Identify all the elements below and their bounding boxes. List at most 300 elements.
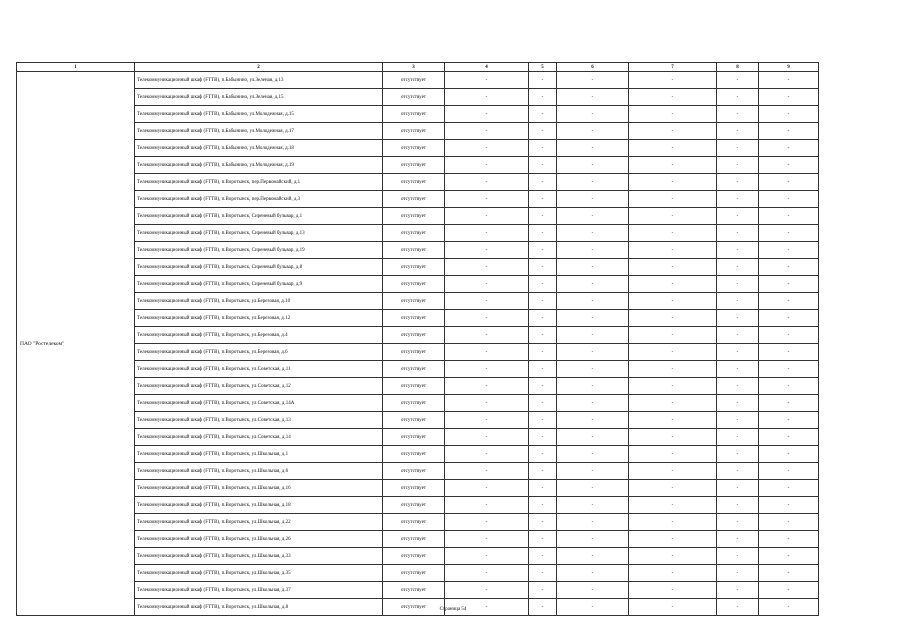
value-cell-col-8: - — [717, 378, 759, 395]
column-header-2: 2 — [135, 63, 383, 72]
value-cell-col-7: - — [629, 344, 717, 361]
value-cell-col-8: - — [717, 395, 759, 412]
value-cell-col-7: - — [629, 514, 717, 531]
status-cell: отсутствует — [383, 327, 445, 344]
table-row — [17, 293, 819, 310]
value-cell-col-9: - — [759, 582, 819, 599]
value-cell-col-6: - — [557, 191, 629, 208]
value-cell-col-6: - — [557, 429, 629, 446]
value-cell-col-9: - — [759, 174, 819, 191]
value-cell-col-4: - — [445, 565, 529, 582]
table-row — [17, 208, 819, 225]
object-name-cell: Телекоммуникационный шкаф (FTTB), п.Воротынск, ул.Советская, д.14 — [135, 429, 383, 446]
value-cell-col-7: - — [629, 310, 717, 327]
value-cell-col-4: - — [445, 157, 529, 174]
status-cell: отсутствует — [383, 157, 445, 174]
value-cell-col-8: - — [717, 514, 759, 531]
value-cell-col-6: - — [557, 123, 629, 140]
value-cell-col-4: - — [445, 174, 529, 191]
value-cell-col-7: - — [629, 276, 717, 293]
status-cell: отсутствует — [383, 174, 445, 191]
table-row — [17, 463, 819, 480]
value-cell-col-5: - — [529, 429, 557, 446]
object-name-cell: Телекоммуникационный шкаф (FTTB), п.Бабынино, ул.Зеленая, д.15 — [135, 89, 383, 106]
object-name-cell: Телекоммуникационный шкаф (FTTB), п.Воротынск, ул.Школьная, д.37 — [135, 582, 383, 599]
value-cell-col-4: - — [445, 361, 529, 378]
value-cell-col-9: - — [759, 157, 819, 174]
status-cell: отсутствует — [383, 259, 445, 276]
value-cell-col-9: - — [759, 327, 819, 344]
value-cell-col-4: - — [445, 395, 529, 412]
object-name-cell: Телекоммуникационный шкаф (FTTB), п.Бабынино, ул.Молодежная, д.17 — [135, 123, 383, 140]
value-cell-col-4: - — [445, 412, 529, 429]
value-cell-col-7: - — [629, 599, 717, 616]
value-cell-col-8: - — [717, 293, 759, 310]
table-row — [17, 259, 819, 276]
value-cell-col-4: - — [445, 276, 529, 293]
value-cell-col-4: - — [445, 293, 529, 310]
value-cell-col-5: - — [529, 242, 557, 259]
object-name-cell: Телекоммуникационный шкаф (FTTB), п.Бабынино, ул.Зеленая, д.13 — [135, 72, 383, 89]
value-cell-col-6: - — [557, 361, 629, 378]
value-cell-col-5: - — [529, 259, 557, 276]
value-cell-col-4: - — [445, 140, 529, 157]
value-cell-col-4: - — [445, 242, 529, 259]
value-cell-col-5: - — [529, 225, 557, 242]
table-row — [17, 412, 819, 429]
status-cell: отсутствует — [383, 140, 445, 157]
object-name-cell: Телекоммуникационный шкаф (FTTB), п.Воротынск, ул.Школьная, д.6 — [135, 463, 383, 480]
object-name-cell: Телекоммуникационный шкаф (FTTB), п.Воротынск, ул.Школьная, д.22 — [135, 514, 383, 531]
value-cell-col-4: - — [445, 582, 529, 599]
table-row — [17, 344, 819, 361]
object-name-cell: Телекоммуникационный шкаф (FTTB), п.Воротынск, Сиреневый бульвар, д.8 — [135, 259, 383, 276]
table-row — [17, 310, 819, 327]
value-cell-col-5: - — [529, 514, 557, 531]
value-cell-col-7: - — [629, 565, 717, 582]
status-cell: отсутствует — [383, 565, 445, 582]
value-cell-col-9: - — [759, 225, 819, 242]
value-cell-col-9: - — [759, 531, 819, 548]
value-cell-col-4: - — [445, 514, 529, 531]
value-cell-col-6: - — [557, 497, 629, 514]
value-cell-col-8: - — [717, 412, 759, 429]
value-cell-col-4: - — [445, 89, 529, 106]
value-cell-col-5: - — [529, 89, 557, 106]
value-cell-col-4: - — [445, 599, 529, 616]
status-cell: отсутствует — [383, 599, 445, 616]
value-cell-col-5: - — [529, 327, 557, 344]
value-cell-col-7: - — [629, 531, 717, 548]
value-cell-col-8: - — [717, 310, 759, 327]
value-cell-col-4: - — [445, 531, 529, 548]
value-cell-col-8: - — [717, 480, 759, 497]
value-cell-col-9: - — [759, 106, 819, 123]
object-name-cell: Телекоммуникационный шкаф (FTTB), п.Воротынск, ул.Советская, д.14А — [135, 395, 383, 412]
value-cell-col-7: - — [629, 225, 717, 242]
value-cell-col-4: - — [445, 480, 529, 497]
table-row — [17, 531, 819, 548]
status-cell: отсутствует — [383, 310, 445, 327]
value-cell-col-9: - — [759, 140, 819, 157]
value-cell-col-9: - — [759, 123, 819, 140]
value-cell-col-8: - — [717, 225, 759, 242]
value-cell-col-5: - — [529, 412, 557, 429]
value-cell-col-9: - — [759, 412, 819, 429]
column-header-6: 6 — [557, 63, 629, 72]
value-cell-col-9: - — [759, 395, 819, 412]
value-cell-col-8: - — [717, 72, 759, 89]
value-cell-col-5: - — [529, 208, 557, 225]
value-cell-col-7: - — [629, 89, 717, 106]
value-cell-col-5: - — [529, 361, 557, 378]
status-cell: отсутствует — [383, 276, 445, 293]
object-name-cell: Телекоммуникационный шкаф (FTTB), п.Воротынск, Сиреневый бульвар, д.9 — [135, 276, 383, 293]
status-cell: отсутствует — [383, 225, 445, 242]
value-cell-col-6: - — [557, 412, 629, 429]
value-cell-col-7: - — [629, 191, 717, 208]
value-cell-col-5: - — [529, 106, 557, 123]
value-cell-col-5: - — [529, 463, 557, 480]
table-row — [17, 72, 819, 89]
status-cell: отсутствует — [383, 548, 445, 565]
value-cell-col-9: - — [759, 446, 819, 463]
value-cell-col-8: - — [717, 531, 759, 548]
value-cell-col-5: - — [529, 344, 557, 361]
value-cell-col-9: - — [759, 276, 819, 293]
value-cell-col-6: - — [557, 582, 629, 599]
status-cell: отсутствует — [383, 106, 445, 123]
value-cell-col-9: - — [759, 378, 819, 395]
column-header-8: 8 — [717, 63, 759, 72]
value-cell-col-6: - — [557, 463, 629, 480]
object-name-cell: Телекоммуникационный шкаф (FTTB), п.Воротынск, ул.Березовая, д.4 — [135, 327, 383, 344]
table-row — [17, 395, 819, 412]
value-cell-col-6: - — [557, 259, 629, 276]
value-cell-col-9: - — [759, 293, 819, 310]
value-cell-col-6: - — [557, 140, 629, 157]
object-name-cell: Телекоммуникационный шкаф (FTTB), п.Воротынск, ул.Березовая, д.6 — [135, 344, 383, 361]
organization-cell: ПАО "Ростелеком" — [17, 72, 135, 616]
table-row — [17, 106, 819, 123]
value-cell-col-7: - — [629, 361, 717, 378]
value-cell-col-6: - — [557, 599, 629, 616]
status-cell: отсутствует — [383, 208, 445, 225]
table-row — [17, 497, 819, 514]
value-cell-col-8: - — [717, 106, 759, 123]
value-cell-col-5: - — [529, 497, 557, 514]
value-cell-col-6: - — [557, 310, 629, 327]
value-cell-col-8: - — [717, 208, 759, 225]
value-cell-col-8: - — [717, 565, 759, 582]
value-cell-col-9: - — [759, 208, 819, 225]
value-cell-col-6: - — [557, 208, 629, 225]
value-cell-col-4: - — [445, 463, 529, 480]
value-cell-col-5: - — [529, 72, 557, 89]
value-cell-col-4: - — [445, 497, 529, 514]
value-cell-col-6: - — [557, 89, 629, 106]
object-name-cell: Телекоммуникационный шкаф (FTTB), п.Бабынино, ул.Молодежная, д.15 — [135, 106, 383, 123]
value-cell-col-6: - — [557, 174, 629, 191]
value-cell-col-8: - — [717, 242, 759, 259]
column-header-9: 9 — [759, 63, 819, 72]
value-cell-col-4: - — [445, 225, 529, 242]
value-cell-col-6: - — [557, 106, 629, 123]
value-cell-col-8: - — [717, 123, 759, 140]
status-cell: отсутствует — [383, 531, 445, 548]
table-row — [17, 225, 819, 242]
value-cell-col-7: - — [629, 140, 717, 157]
value-cell-col-8: - — [717, 548, 759, 565]
table-row — [17, 429, 819, 446]
value-cell-col-4: - — [445, 548, 529, 565]
table-row — [17, 565, 819, 582]
value-cell-col-7: - — [629, 106, 717, 123]
value-cell-col-6: - — [557, 514, 629, 531]
value-cell-col-8: - — [717, 157, 759, 174]
table-row — [17, 89, 819, 106]
value-cell-col-6: - — [557, 531, 629, 548]
value-cell-col-9: - — [759, 497, 819, 514]
status-cell: отсутствует — [383, 514, 445, 531]
value-cell-col-8: - — [717, 344, 759, 361]
status-cell: отсутствует — [383, 429, 445, 446]
value-cell-col-6: - — [557, 293, 629, 310]
value-cell-col-9: - — [759, 565, 819, 582]
status-cell: отсутствует — [383, 497, 445, 514]
value-cell-col-8: - — [717, 191, 759, 208]
value-cell-col-4: - — [445, 378, 529, 395]
value-cell-col-4: - — [445, 446, 529, 463]
value-cell-col-8: - — [717, 276, 759, 293]
object-name-cell: Телекоммуникационный шкаф (FTTB), п.Воротынск, ул.Школьная, д.26 — [135, 531, 383, 548]
value-cell-col-5: - — [529, 480, 557, 497]
status-cell: отсутствует — [383, 395, 445, 412]
object-name-cell: Телекоммуникационный шкаф (FTTB), п.Воротынск, ул.Школьная, д.18 — [135, 497, 383, 514]
header-row — [17, 63, 819, 72]
value-cell-col-4: - — [445, 259, 529, 276]
value-cell-col-7: - — [629, 480, 717, 497]
table-row — [17, 480, 819, 497]
status-cell: отсутствует — [383, 446, 445, 463]
value-cell-col-9: - — [759, 72, 819, 89]
value-cell-col-9: - — [759, 463, 819, 480]
value-cell-col-6: - — [557, 344, 629, 361]
value-cell-col-7: - — [629, 446, 717, 463]
object-name-cell: Телекоммуникационный шкаф (FTTB), п.Воротынск, ул.Школьная, д.35 — [135, 565, 383, 582]
table-row — [17, 123, 819, 140]
status-cell: отсутствует — [383, 344, 445, 361]
value-cell-col-5: - — [529, 446, 557, 463]
value-cell-col-5: - — [529, 140, 557, 157]
value-cell-col-9: - — [759, 259, 819, 276]
value-cell-col-9: - — [759, 191, 819, 208]
page-number: Страница 54 — [439, 607, 467, 612]
value-cell-col-9: - — [759, 480, 819, 497]
object-name-cell: Телекоммуникационный шкаф (FTTB), п.Бабынино, ул.Молодежная, д.18 — [135, 140, 383, 157]
object-name-cell: Телекоммуникационный шкаф (FTTB), п.Воротынск, пер.Первомайский, д.1 — [135, 174, 383, 191]
value-cell-col-5: - — [529, 582, 557, 599]
column-header-5: 5 — [529, 63, 557, 72]
table-row — [17, 548, 819, 565]
value-cell-col-7: - — [629, 548, 717, 565]
value-cell-col-6: - — [557, 446, 629, 463]
value-cell-col-8: - — [717, 446, 759, 463]
value-cell-col-8: - — [717, 259, 759, 276]
value-cell-col-8: - — [717, 89, 759, 106]
table-row — [17, 174, 819, 191]
status-cell: отсутствует — [383, 191, 445, 208]
value-cell-col-4: - — [445, 123, 529, 140]
table-row — [17, 140, 819, 157]
object-name-cell: Телекоммуникационный шкаф (FTTB), п.Воротынск, ул.Советская, д.12 — [135, 378, 383, 395]
value-cell-col-8: - — [717, 174, 759, 191]
value-cell-col-6: - — [557, 480, 629, 497]
object-name-cell: Телекоммуникационный шкаф (FTTB), п.Воротынск, ул.Советская, д.11 — [135, 361, 383, 378]
table-row — [17, 242, 819, 259]
object-name-cell: Телекоммуникационный шкаф (FTTB), п.Воротынск, Сиреневый бульвар, д.13 — [135, 225, 383, 242]
column-header-7: 7 — [629, 63, 717, 72]
status-cell: отсутствует — [383, 480, 445, 497]
object-name-cell: Телекоммуникационный шкаф (FTTB), п.Воротынск, пер.Первомайский, д.3 — [135, 191, 383, 208]
table-row — [17, 446, 819, 463]
value-cell-col-5: - — [529, 157, 557, 174]
value-cell-col-7: - — [629, 259, 717, 276]
value-cell-col-7: - — [629, 429, 717, 446]
status-cell: отсутствует — [383, 582, 445, 599]
value-cell-col-8: - — [717, 582, 759, 599]
value-cell-col-7: - — [629, 497, 717, 514]
table-row — [17, 191, 819, 208]
value-cell-col-7: - — [629, 293, 717, 310]
object-name-cell: Телекоммуникационный шкаф (FTTB), п.Воротынск, ул.Школьная, д.33 — [135, 548, 383, 565]
value-cell-col-6: - — [557, 276, 629, 293]
value-cell-col-4: - — [445, 106, 529, 123]
value-cell-col-5: - — [529, 191, 557, 208]
value-cell-col-9: - — [759, 514, 819, 531]
value-cell-col-4: - — [445, 429, 529, 446]
table-row — [17, 514, 819, 531]
status-cell: отсутствует — [383, 412, 445, 429]
value-cell-col-5: - — [529, 548, 557, 565]
value-cell-col-6: - — [557, 242, 629, 259]
status-cell: отсутствует — [383, 463, 445, 480]
object-name-cell: Телекоммуникационный шкаф (FTTB), п.Воротынск, Сиреневый бульвар, д.1 — [135, 208, 383, 225]
value-cell-col-8: - — [717, 429, 759, 446]
value-cell-col-5: - — [529, 565, 557, 582]
value-cell-col-6: - — [557, 378, 629, 395]
value-cell-col-7: - — [629, 582, 717, 599]
value-cell-col-5: - — [529, 293, 557, 310]
table-row — [17, 378, 819, 395]
value-cell-col-4: - — [445, 208, 529, 225]
value-cell-col-5: - — [529, 123, 557, 140]
value-cell-col-7: - — [629, 174, 717, 191]
value-cell-col-4: - — [445, 327, 529, 344]
value-cell-col-5: - — [529, 378, 557, 395]
value-cell-col-6: - — [557, 327, 629, 344]
status-cell: отсутствует — [383, 378, 445, 395]
value-cell-col-7: - — [629, 242, 717, 259]
object-name-cell: Телекоммуникационный шкаф (FTTB), п.Воротынск, Сиреневый бульвар, д.19 — [135, 242, 383, 259]
value-cell-col-7: - — [629, 208, 717, 225]
value-cell-col-4: - — [445, 72, 529, 89]
value-cell-col-8: - — [717, 140, 759, 157]
object-name-cell: Телекоммуникационный шкаф (FTTB), п.Воротынск, ул.Школьная, д.1 — [135, 446, 383, 463]
status-cell: отсутствует — [383, 293, 445, 310]
object-name-cell: Телекоммуникационный шкаф (FTTB), п.Бабынино, ул.Молодежная, д.19 — [135, 157, 383, 174]
value-cell-col-8: - — [717, 463, 759, 480]
value-cell-col-6: - — [557, 157, 629, 174]
column-header-4: 4 — [445, 63, 529, 72]
value-cell-col-4: - — [445, 191, 529, 208]
status-cell: отсутствует — [383, 72, 445, 89]
value-cell-col-6: - — [557, 395, 629, 412]
value-cell-col-8: - — [717, 599, 759, 616]
value-cell-col-8: - — [717, 497, 759, 514]
status-cell: отсутствует — [383, 361, 445, 378]
table-body — [17, 72, 819, 616]
value-cell-col-4: - — [445, 344, 529, 361]
value-cell-col-7: - — [629, 157, 717, 174]
value-cell-col-9: - — [759, 548, 819, 565]
value-cell-col-9: - — [759, 429, 819, 446]
value-cell-col-8: - — [717, 327, 759, 344]
value-cell-col-7: - — [629, 123, 717, 140]
value-cell-col-5: - — [529, 599, 557, 616]
status-cell: отсутствует — [383, 89, 445, 106]
table-row — [17, 157, 819, 174]
table-row — [17, 361, 819, 378]
object-name-cell: Телекоммуникационный шкаф (FTTB), п.Воротынск, ул.Школьная, д.16 — [135, 480, 383, 497]
value-cell-col-9: - — [759, 361, 819, 378]
column-header-1: 1 — [17, 63, 135, 72]
value-cell-col-7: - — [629, 412, 717, 429]
value-cell-col-9: - — [759, 344, 819, 361]
object-name-cell: Телекоммуникационный шкаф (FTTB), п.Воротынск, ул.Березовая, д.12 — [135, 310, 383, 327]
value-cell-col-7: - — [629, 327, 717, 344]
status-cell: отсутствует — [383, 123, 445, 140]
value-cell-col-5: - — [529, 395, 557, 412]
value-cell-col-5: - — [529, 310, 557, 327]
value-cell-col-5: - — [529, 531, 557, 548]
table-row — [17, 582, 819, 599]
value-cell-col-7: - — [629, 395, 717, 412]
value-cell-col-6: - — [557, 72, 629, 89]
value-cell-col-7: - — [629, 378, 717, 395]
status-cell: отсутствует — [383, 242, 445, 259]
value-cell-col-6: - — [557, 548, 629, 565]
value-cell-col-8: - — [717, 361, 759, 378]
value-cell-col-6: - — [557, 225, 629, 242]
object-name-cell: Телекоммуникационный шкаф (FTTB), п.Воротынск, ул.Советская, д.13 — [135, 412, 383, 429]
value-cell-col-9: - — [759, 89, 819, 106]
value-cell-col-5: - — [529, 276, 557, 293]
value-cell-col-7: - — [629, 463, 717, 480]
table-row — [17, 276, 819, 293]
value-cell-col-5: - — [529, 174, 557, 191]
value-cell-col-9: - — [759, 310, 819, 327]
value-cell-col-4: - — [445, 310, 529, 327]
value-cell-col-7: - — [629, 72, 717, 89]
object-name-cell: Телекоммуникационный шкаф (FTTB), п.Воротынск, ул.Березовая, д.10 — [135, 293, 383, 310]
registry-table — [16, 62, 819, 616]
object-name-cell: Телекоммуникационный шкаф (FTTB), п.Воротынск, ул.Школьная, д.8 — [135, 599, 383, 616]
value-cell-col-9: - — [759, 242, 819, 259]
column-header-3: 3 — [383, 63, 445, 72]
table-row — [17, 327, 819, 344]
value-cell-col-6: - — [557, 565, 629, 582]
